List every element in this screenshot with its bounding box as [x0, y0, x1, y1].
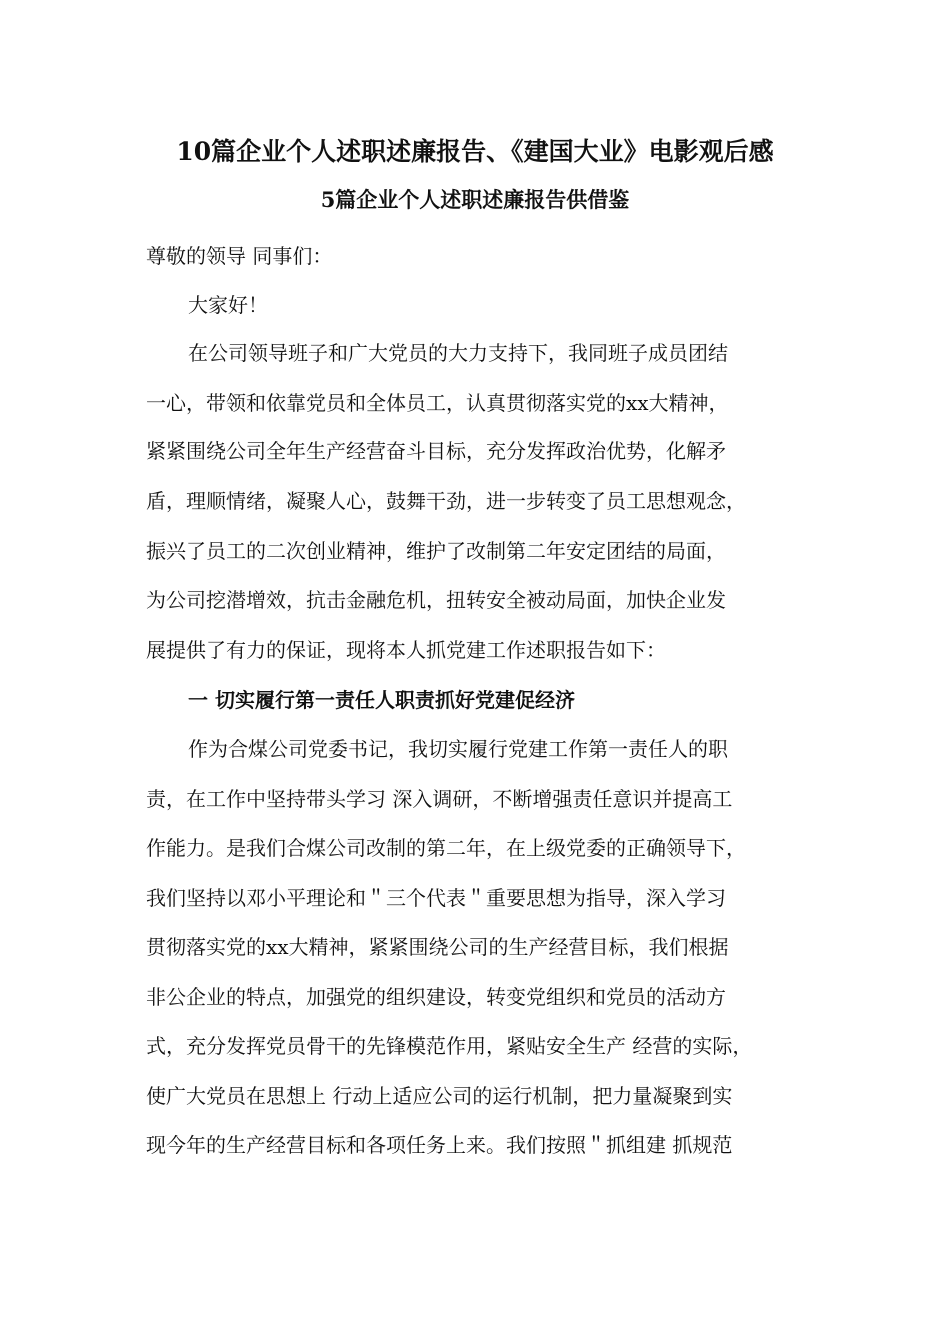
paragraph-line: 作能力。是我们合煤公司改制的第二年，在上级党委的正确领导下， [146, 836, 746, 860]
document-subtitle: 5篇企业个人述职述廉报告供借鉴 [320, 187, 630, 212]
paragraph-line: 式，充分发挥党员骨干的先锋模范作用，紧贴安全生产 经营的实际， [146, 1034, 753, 1058]
paragraph-line: 使广大党员在思想上 行动上适应公司的运行机制，把力量凝聚到实 [146, 1084, 733, 1108]
paragraph-line: 责，在工作中坚持带头学习 深入调研，不断增强责任意识并提高工 [146, 787, 733, 811]
paragraph-line: 贯彻落实党的xx大精神，紧紧围绕公司的生产经营目标，我们根据 [146, 935, 729, 959]
paragraph-line: 盾，理顺情绪，凝聚人心，鼓舞干劲，进一步转变了员工思想观念， [146, 489, 746, 513]
section-heading: 一 切实履行第一责任人职责抓好党建促经济 [188, 688, 575, 712]
paragraph-line: 作为合煤公司党委书记，我切实履行党建工作第一责任人的职 [188, 737, 728, 761]
paragraph-line: 非公企业的特点，加强党的组织建设，转变党组织和党员的活动方 [146, 985, 726, 1009]
paragraph-line: 紧紧围绕公司全年生产经营奋斗目标，充分发挥政治优势，化解矛 [146, 439, 726, 463]
document-title: 10篇企业个人述职述廉报告、《建国大业》电影观后感 [176, 137, 774, 166]
paragraph-line: 一心，带领和依靠党员和全体员工，认真贯彻落实党的xx大精神， [146, 391, 729, 415]
greeting-line: 大家好！ [188, 293, 268, 317]
paragraph-line: 我们坚持以邓小平理论和＂三个代表＂重要思想为指导，深入学习 [146, 886, 726, 910]
paragraph-line: 在公司领导班子和广大党员的大力支持下，我同班子成员团结 [188, 341, 728, 365]
paragraph-line: 现今年的生产经营目标和各项任务上来。我们按照＂抓组建 抓规范 [146, 1133, 733, 1157]
paragraph-line: 展提供了有力的保证，现将本人抓党建工作述职报告如下： [146, 638, 666, 662]
paragraph-line: 为公司挖潜增效，抗击金融危机，扭转安全被动局面，加快企业发 [146, 588, 726, 612]
salutation-line: 尊敬的领导 同事们： [146, 244, 333, 268]
paragraph-line: 振兴了员工的二次创业精神，维护了改制第二年安定团结的局面， [146, 539, 726, 563]
